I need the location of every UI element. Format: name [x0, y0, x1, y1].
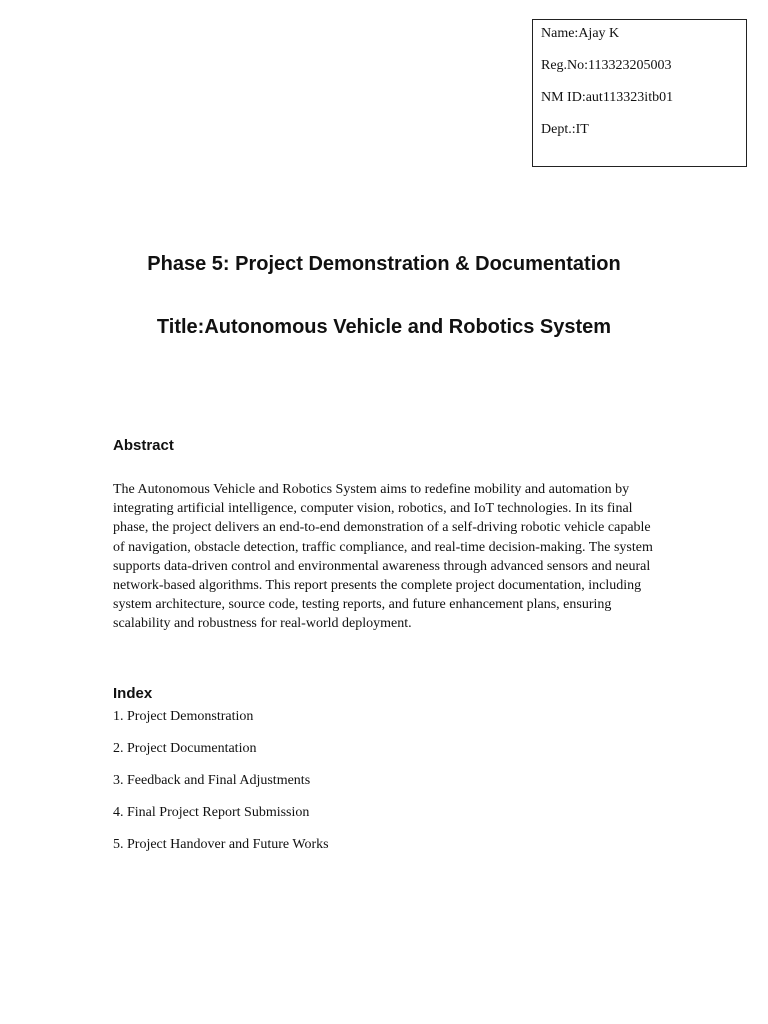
index-item-1: 1. Project Demonstration — [113, 709, 254, 724]
document-title: Title:Autonomous Vehicle and Robotics System — [156, 316, 612, 338]
abstract-heading: Abstract — [113, 437, 174, 454]
index-item-3: 3. Feedback and Final Adjustments — [113, 773, 311, 788]
index-item-5: 5. Project Handover and Future Works — [113, 837, 329, 852]
student-info-box — [532, 19, 747, 167]
index-item-4: 4. Final Project Report Submission — [113, 805, 310, 820]
student-dept: Dept.:IT — [541, 122, 589, 137]
abstract-text: The Autonomous Vehicle and Robotics System aims to redefine mobility and automation by integrating artificial intelligence, computer vision, robotics, and IoT technologies. In its final phase, the project delivers an end-to-end demonstration of a self-driving robotic vehicle capable of navigation, obstacle detection, traffic compliance, and real-time decision-making. The system supports data-driven control and environmental awareness through advanced sensors and neural network-based algorithms. This report presents the complete project documentation, including system architecture, source code, testing reports, and future enhancement plans, ensuring scalability and robustness for real-world deployment. — [113, 482, 653, 632]
student-nm-id: NM ID:aut113323itb01 — [541, 90, 674, 105]
phase-heading: Phase 5: Project Demonstration & Documentation — [147, 253, 621, 275]
student-reg-no: Reg.No:113323205003 — [541, 58, 672, 73]
student-name: Name:Ajay K — [541, 26, 620, 41]
index-heading: Index — [113, 685, 153, 702]
index-item-2: 2. Project Documentation — [113, 741, 257, 756]
index-list — [113, 708, 329, 868]
